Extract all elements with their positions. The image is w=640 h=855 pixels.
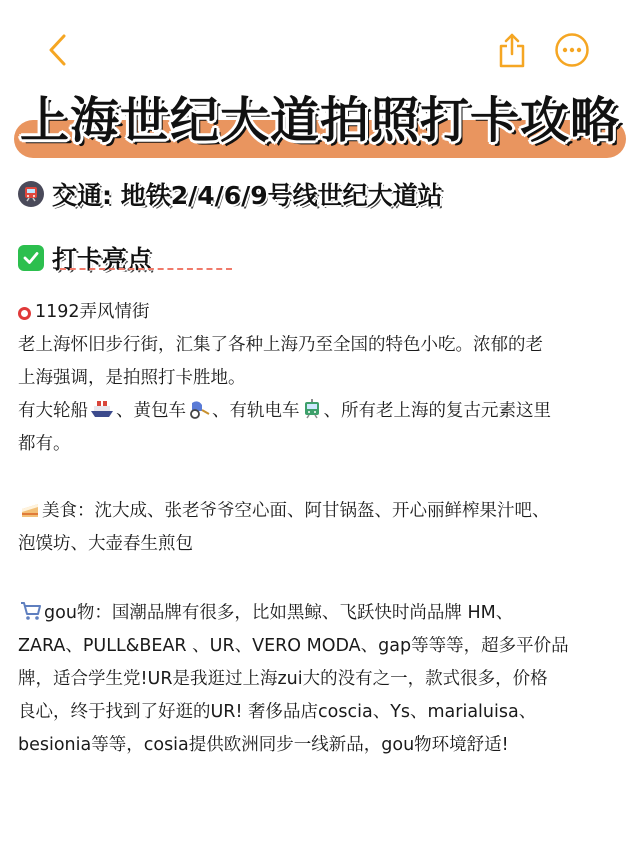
page-title: 上海世纪大道拍照打卡攻略 bbox=[19, 92, 620, 149]
more-button[interactable] bbox=[552, 30, 592, 70]
back-button[interactable] bbox=[38, 30, 78, 70]
section1-heading-line bbox=[18, 296, 624, 329]
cake-icon bbox=[20, 501, 40, 519]
section1-heading: 1192弄风情街 bbox=[35, 302, 150, 322]
ship-icon bbox=[90, 399, 114, 419]
section3-line2: ZARA、PULL&BEAR 、UR、VERO MODA、gap等等等，超多平价品 bbox=[18, 636, 569, 656]
section1-line1: 老上海怀旧步行街，汇集了各种上海乃至全国的特色小吃。浓郁的老 bbox=[18, 335, 543, 355]
more-icon bbox=[554, 32, 590, 68]
section3-line1-wrap bbox=[18, 597, 624, 630]
section1-line3-a: 有大轮船 bbox=[18, 401, 88, 421]
section2-line1: 美食：沈大成、张老爷爷空心面、阿甘锅盔、开心丽鲜榨果汁吧、 bbox=[42, 501, 550, 521]
traffic-heading bbox=[18, 176, 443, 212]
chevron-left-icon bbox=[46, 33, 70, 67]
section2-line2: 泡馍坊、大壶春生煎包 bbox=[18, 534, 193, 554]
section1-line3-d: 、所有老上海的复古元素这里 bbox=[323, 401, 551, 421]
share-icon bbox=[497, 32, 527, 68]
metro-train-icon bbox=[18, 181, 44, 207]
section1-line3-b: 、黄包车 bbox=[116, 401, 186, 421]
section3-line5: besionia等等，cosia提供欧洲同步一线新品，gou物环境舒适! bbox=[18, 735, 509, 755]
rickshaw-icon bbox=[188, 399, 210, 419]
title-banner bbox=[0, 80, 640, 160]
highlights-text: 打卡亮点 bbox=[52, 245, 153, 274]
section1-line2: 上海强调，是拍照打卡胜地。 bbox=[18, 368, 246, 388]
shopping-cart-icon bbox=[20, 601, 42, 621]
traffic-text: 交通: 地铁2/4/6/9号线世纪大道站 bbox=[52, 181, 443, 210]
section2-line1-wrap bbox=[18, 495, 624, 528]
section-1192-lane bbox=[18, 296, 624, 461]
section-food bbox=[18, 495, 624, 561]
tram-icon bbox=[302, 399, 322, 419]
section3-line1: gou物：国潮品牌有很多，比如黑鲸、飞跃快时尚品牌 HM、 bbox=[44, 603, 514, 623]
red-ring-icon bbox=[18, 307, 31, 320]
section3-line4: 良心，终于找到了好逛的UR! 奢侈品店coscia、Ys、marialuisa、 bbox=[18, 702, 537, 722]
section1-line3 bbox=[18, 395, 624, 428]
section3-line3: 牌，适合学生党!UR是我逛过上海zui大的没有之一，款式很多，价格 bbox=[18, 669, 548, 689]
section-shopping bbox=[18, 597, 624, 762]
highlights-heading bbox=[18, 240, 152, 276]
section1-line3-c: 、有轨电车 bbox=[212, 401, 300, 421]
section1-line4: 都有。 bbox=[18, 434, 71, 454]
share-button[interactable] bbox=[492, 30, 532, 70]
highlights-underline bbox=[60, 268, 232, 270]
check-mark-icon bbox=[18, 245, 44, 271]
